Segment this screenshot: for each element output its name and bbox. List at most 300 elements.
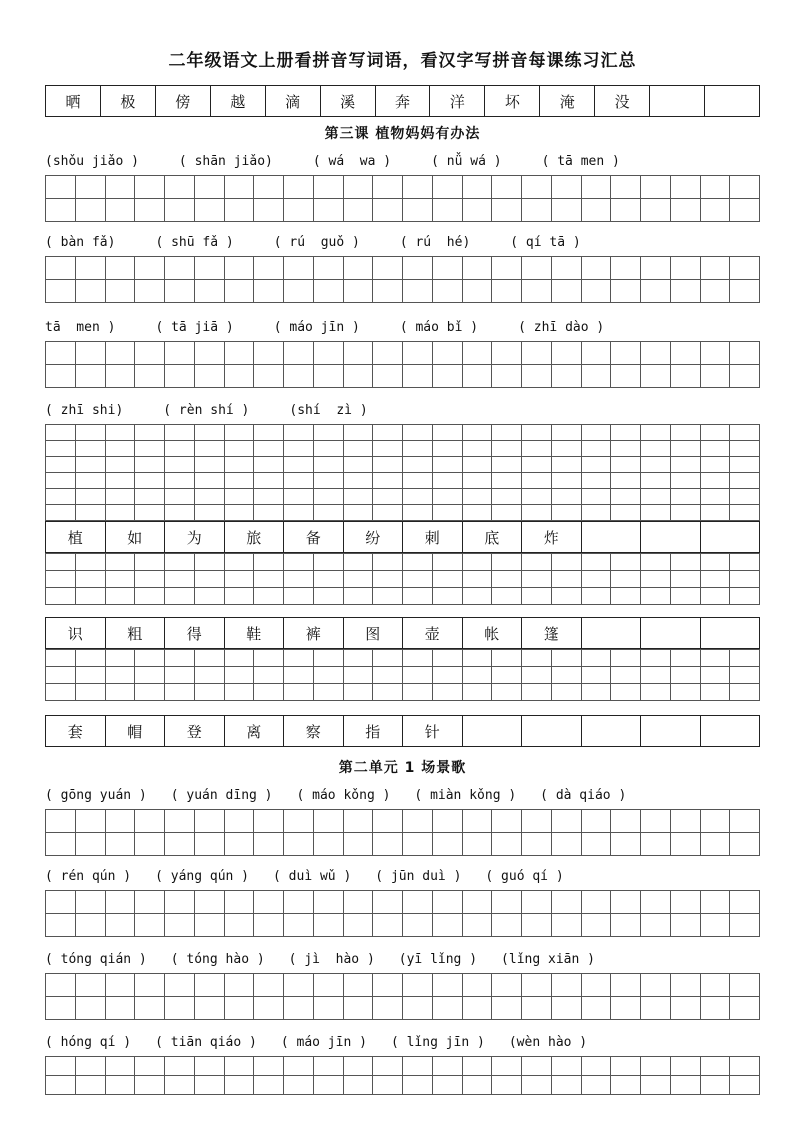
writing-grid-cell [582,974,612,997]
writing-grid-cell [730,176,760,199]
writing-grid-cell [165,365,195,388]
writing-grid-cell [314,914,344,937]
writing-grid-cell [165,457,195,473]
writing-grid-cell [165,199,195,222]
writing-grid-cell [225,833,255,856]
writing-grid-cell [671,1076,701,1095]
writing-grid-cell [76,974,106,997]
writing-grid-cell [284,280,314,303]
writing-grid-cell [46,342,76,365]
writing-grid-cell [76,1057,106,1076]
writing-grid-8 [45,890,760,937]
writing-grid-cell [284,1057,314,1076]
char-cell: 帐 [463,618,523,649]
writing-grid-cell [254,176,284,199]
writing-grid-cell [433,457,463,473]
writing-grid-cell [522,457,552,473]
pinyin-row-2 [45,230,760,254]
char-cell: 登 [165,716,225,747]
writing-grid-cell [492,997,522,1020]
writing-grid-cell [135,588,165,605]
writing-grid-cell [641,176,671,199]
writing-grid-cell [46,257,76,280]
writing-grid-cell [552,588,582,605]
writing-grid-cell [492,365,522,388]
writing-grid-cell [135,176,165,199]
writing-grid-cell [344,473,374,489]
writing-grid-cell [284,457,314,473]
writing-grid-cell [284,997,314,1020]
writing-grid-cell [373,650,403,667]
writing-grid-cell [165,588,195,605]
writing-grid-cell [373,833,403,856]
writing-grid-cell [314,833,344,856]
writing-grid-cell [106,974,136,997]
writing-grid-cell [403,473,433,489]
writing-grid-cell [314,810,344,833]
writing-grid-cell [135,554,165,571]
writing-grid-cell [135,914,165,937]
writing-grid-cell [582,176,612,199]
writing-grid-cell [671,810,701,833]
writing-grid-cell [76,425,106,441]
writing-grid-cell [463,667,493,684]
character-row-top [45,85,760,117]
writing-grid-cell [552,667,582,684]
writing-grid-cell [671,588,701,605]
writing-grid-cell [254,342,284,365]
pinyin-word: ( guó qí ) [485,868,564,884]
writing-grid-cell [106,667,136,684]
writing-grid-cell [225,257,255,280]
writing-grid-cell [225,588,255,605]
writing-grid-cell [433,1076,463,1095]
writing-grid-cell [314,554,344,571]
writing-grid-cell [433,280,463,303]
writing-grid-cell [671,833,701,856]
writing-grid-cell [195,684,225,701]
writing-grid-cell [373,554,403,571]
writing-grid-cell [46,571,76,588]
writing-grid-cell [582,257,612,280]
writing-grid-cell [284,176,314,199]
writing-grid-cell [254,833,284,856]
writing-grid-cell [641,554,671,571]
writing-grid-cell [522,684,552,701]
writing-grid-cell [582,914,612,937]
writing-grid-row [46,441,760,457]
empty-char-cell [701,522,761,553]
writing-grid-cell [701,974,731,997]
writing-grid-cell [403,684,433,701]
writing-grid-row [46,997,760,1020]
char-cell: 备 [284,522,344,553]
writing-grid-cell [582,489,612,505]
writing-grid-cell [552,810,582,833]
writing-grid-cell [165,342,195,365]
writing-grid-3 [45,341,760,388]
writing-grid-cell [611,810,641,833]
writing-grid-cell [492,554,522,571]
pinyin-word: ( zhī shi) [45,402,124,418]
writing-grid-cell [671,650,701,667]
writing-grid-cell [76,588,106,605]
writing-grid-cell [433,833,463,856]
writing-grid-cell [730,280,760,303]
writing-grid-cell [582,280,612,303]
writing-grid-cell [433,489,463,505]
writing-grid-cell [701,684,731,701]
writing-grid-cell [225,554,255,571]
writing-grid-cell [552,473,582,489]
writing-grid-cell [582,667,612,684]
writing-grid-cell [671,571,701,588]
writing-grid-7 [45,809,760,856]
writing-grid-cell [106,810,136,833]
writing-grid-cell [641,650,671,667]
writing-grid-cell [552,176,582,199]
writing-grid-cell [344,365,374,388]
writing-grid-cell [284,571,314,588]
pinyin-word: (wèn hào ) [508,1034,588,1050]
writing-grid-cell [106,891,136,914]
writing-grid-cell [522,833,552,856]
writing-grid-cell [106,199,136,222]
writing-grid-row [46,199,760,222]
empty-char-cell [701,716,761,747]
writing-grid-cell [403,1057,433,1076]
writing-grid-cell [492,833,522,856]
writing-grid-cell [76,365,106,388]
writing-grid-cell [403,974,433,997]
writing-grid-cell [582,342,612,365]
writing-grid-cell [106,473,136,489]
writing-grid-row [46,365,760,388]
writing-grid-cell [552,684,582,701]
writing-grid-cell [522,914,552,937]
writing-grid-cell [403,176,433,199]
writing-grid-cell [730,365,760,388]
writing-grid-cell [582,650,612,667]
writing-grid-cell [165,280,195,303]
writing-grid-cell [492,425,522,441]
writing-grid-cell [641,997,671,1020]
pinyin-row-3 [45,315,760,339]
writing-grid-row [46,833,760,856]
writing-grid-cell [195,810,225,833]
writing-grid-cell [254,441,284,457]
writing-grid-cell [403,342,433,365]
writing-grid-cell [195,554,225,571]
writing-grid-cell [463,457,493,473]
char-cell: 植 [46,522,106,553]
writing-grid-5 [45,553,760,605]
writing-grid-cell [254,489,284,505]
writing-grid-cell [135,997,165,1020]
writing-grid-cell [165,1076,195,1095]
writing-grid-cell [671,1057,701,1076]
writing-grid-cell [552,441,582,457]
pinyin-word: ( hóng qí ) [45,1034,132,1050]
writing-grid-cell [463,684,493,701]
writing-grid-cell [611,891,641,914]
writing-grid-cell [582,473,612,489]
writing-grid-cell [463,425,493,441]
writing-grid-cell [730,199,760,222]
writing-grid-cell [254,473,284,489]
writing-grid-cell [671,974,701,997]
writing-grid-cell [106,280,136,303]
writing-grid-cell [433,342,463,365]
writing-grid-cell [225,1076,255,1095]
writing-grid-cell [492,650,522,667]
writing-grid-cell [701,457,731,473]
writing-grid-cell [671,891,701,914]
writing-grid-cell [254,280,284,303]
writing-grid-cell [344,554,374,571]
writing-grid-cell [76,810,106,833]
writing-grid-cell [582,810,612,833]
writing-grid-cell [254,650,284,667]
writing-grid-cell [433,505,463,521]
writing-grid-cell [701,914,731,937]
writing-grid-cell [492,342,522,365]
writing-grid-cell [611,425,641,441]
writing-grid-cell [730,473,760,489]
writing-grid-cell [582,1076,612,1095]
writing-grid-cell [373,342,403,365]
writing-grid-cell [344,280,374,303]
writing-grid-cell [463,489,493,505]
writing-grid-cell [671,280,701,303]
writing-grid-cell [46,425,76,441]
writing-grid-cell [195,280,225,303]
writing-grid-cell [611,588,641,605]
writing-grid-cell [165,1057,195,1076]
pinyin-word: (lǐng xiān ) [501,951,595,967]
writing-grid-cell [76,650,106,667]
writing-grid-cell [552,891,582,914]
writing-grid-cell [433,257,463,280]
char-cell: 粗 [106,618,166,649]
writing-grid-cell [344,810,374,833]
writing-grid-cell [671,176,701,199]
writing-grid-cell [492,891,522,914]
writing-grid-cell [701,365,731,388]
writing-grid-cell [463,914,493,937]
writing-grid-cell [254,457,284,473]
writing-grid-cell [135,667,165,684]
writing-grid-cell [135,257,165,280]
writing-grid-row [46,588,760,605]
writing-grid-cell [641,199,671,222]
writing-grid-cell [611,473,641,489]
pinyin-row-4 [45,398,760,422]
writing-grid-cell [225,650,255,667]
char-cell: 刺 [403,522,463,553]
char-cell: 晒 [46,86,101,117]
char-cell: 淹 [540,86,595,117]
writing-grid-cell [463,505,493,521]
writing-grid-cell [46,588,76,605]
writing-grid-cell [106,833,136,856]
writing-grid-cell [463,1057,493,1076]
writing-grid-cell [492,280,522,303]
writing-grid-cell [165,810,195,833]
writing-grid-cell [373,473,403,489]
writing-grid-cell [641,489,671,505]
writing-grid-cell [403,810,433,833]
writing-grid-cell [433,891,463,914]
writing-grid-cell [165,505,195,521]
writing-grid-cell [522,554,552,571]
writing-grid-cell [314,473,344,489]
writing-grid-cell [701,257,731,280]
char-cell: 图 [344,618,404,649]
writing-grid-cell [701,1057,731,1076]
writing-grid-cell [552,833,582,856]
writing-grid-cell [314,176,344,199]
writing-grid-cell [165,441,195,457]
writing-grid-cell [582,891,612,914]
writing-grid-cell [314,650,344,667]
writing-grid-cell [284,588,314,605]
writing-grid-cell [195,441,225,457]
char-cell: 针 [403,716,463,747]
writing-grid-cell [254,1076,284,1095]
writing-grid-cell [492,571,522,588]
writing-grid-cell [582,571,612,588]
writing-grid-cell [403,833,433,856]
writing-grid-cell [403,425,433,441]
writing-grid-cell [463,342,493,365]
writing-grid-cell [254,667,284,684]
writing-grid-cell [373,425,403,441]
writing-grid-cell [463,974,493,997]
writing-grid-cell [135,425,165,441]
writing-grid-cell [165,684,195,701]
writing-grid-cell [254,365,284,388]
writing-grid-cell [165,425,195,441]
writing-grid-cell [373,914,403,937]
char-cell: 离 [225,716,285,747]
writing-grid-cell [641,365,671,388]
writing-grid-cell [403,365,433,388]
writing-grid-cell [701,997,731,1020]
writing-grid-cell [284,914,314,937]
writing-grid-cell [225,571,255,588]
writing-grid-cell [225,457,255,473]
writing-grid-cell [611,554,641,571]
character-row-3 [45,715,760,747]
writing-grid-cell [730,554,760,571]
pinyin-word: ( duì wǔ ) [273,868,352,884]
writing-grid-cell [284,667,314,684]
writing-grid-cell [730,650,760,667]
pinyin-word: (shí zì ) [289,402,368,418]
writing-grid-cell [165,473,195,489]
writing-grid-cell [671,425,701,441]
writing-grid-cell [284,650,314,667]
writing-grid-cell [254,554,284,571]
writing-grid-cell [552,914,582,937]
writing-grid-cell [552,365,582,388]
writing-grid-cell [730,833,760,856]
writing-grid-cell [254,425,284,441]
char-cell: 底 [463,522,523,553]
page-title: 二年级语文上册看拼音写词语，看汉字写拼音每课练习汇总 [168,51,637,71]
writing-grid-cell [641,441,671,457]
writing-grid-cell [492,489,522,505]
writing-grid-cell [641,667,671,684]
writing-grid-row [46,571,760,588]
empty-char-cell [641,618,701,649]
writing-grid-cell [254,810,284,833]
char-cell: 洋 [430,86,485,117]
empty-char-cell [641,522,701,553]
writing-grid-cell [582,1057,612,1076]
writing-grid-cell [314,257,344,280]
writing-grid-cell [522,588,552,605]
writing-grid-cell [254,1057,284,1076]
writing-grid-cell [492,810,522,833]
writing-grid-cell [225,441,255,457]
writing-grid-cell [403,441,433,457]
writing-grid-cell [522,176,552,199]
writing-grid-cell [135,810,165,833]
writing-grid-cell [552,457,582,473]
writing-grid-cell [106,1076,136,1095]
writing-grid-cell [403,650,433,667]
writing-grid-cell [314,457,344,473]
writing-grid-cell [135,199,165,222]
writing-grid-cell [195,473,225,489]
pinyin-word: ( rú guǒ ) [273,234,360,250]
writing-grid-cell [403,1076,433,1095]
writing-grid-cell [701,588,731,605]
writing-grid-cell [433,571,463,588]
writing-grid-cell [671,365,701,388]
writing-grid-cell [611,667,641,684]
writing-grid-cell [373,891,403,914]
writing-grid-cell [314,1076,344,1095]
writing-grid-cell [641,505,671,521]
writing-grid-cell [373,571,403,588]
character-row-2 [45,617,760,649]
char-cell: 篷 [522,618,582,649]
writing-grid-cell [552,571,582,588]
writing-grid-cell [611,489,641,505]
writing-grid-cell [165,667,195,684]
writing-grid-cell [106,650,136,667]
writing-grid-cell [463,810,493,833]
char-cell: 坏 [485,86,540,117]
pinyin-word: ( yáng qún ) [155,868,250,884]
writing-grid-cell [165,571,195,588]
writing-grid-cell [522,489,552,505]
writing-grid-cell [611,684,641,701]
writing-grid-cell [611,505,641,521]
writing-grid-cell [671,473,701,489]
writing-grid-cell [671,199,701,222]
writing-grid-cell [284,833,314,856]
writing-grid-cell [76,571,106,588]
writing-grid-cell [730,257,760,280]
writing-grid-9 [45,973,760,1020]
writing-grid-cell [433,365,463,388]
writing-grid-2 [45,256,760,303]
writing-grid-cell [344,684,374,701]
